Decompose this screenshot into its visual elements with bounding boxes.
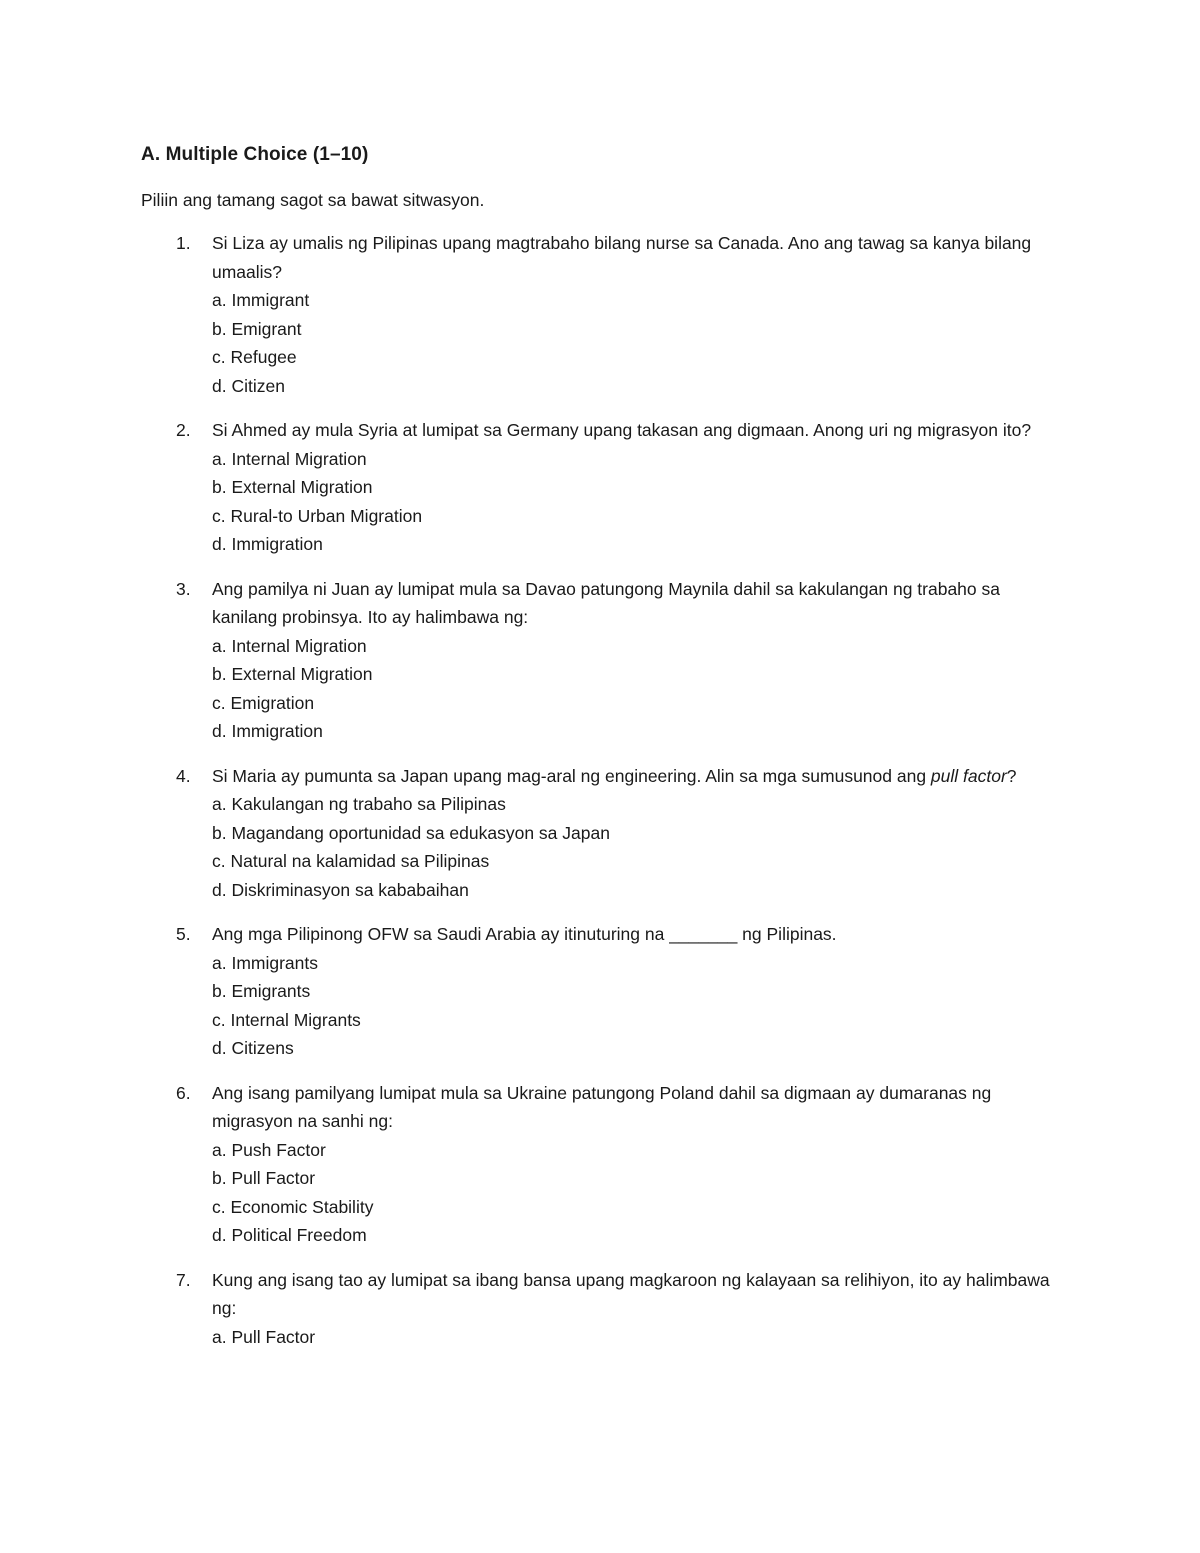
answer-choice: b. External Migration: [212, 477, 373, 497]
answer-choice: d. Citizen: [212, 375, 285, 396]
answer-choice: d. Diskriminasyon sa kababaihan: [212, 879, 469, 900]
question-number: 7.: [176, 1269, 191, 1290]
instructions: Piliin ang tamang sagot sa bawat sitwasyon.: [141, 190, 485, 210]
answer-choice: a. Immigrants: [212, 952, 318, 973]
choice-list: [212, 1136, 1061, 1250]
question-text: [212, 1079, 1061, 1136]
choice-list: [212, 949, 1061, 1063]
question-text-main: Ang pamilya ni Juan ay lumipat mula sa Davao patungong Maynila dahil sa kakulangan ng trabaho sa kanilang probinsya. Ito ay halimbawa ng:: [212, 578, 1000, 627]
question-text: [212, 1266, 1061, 1323]
answer-choice: a. Internal Migration: [212, 635, 367, 656]
question-number: 3.: [176, 578, 191, 599]
answer-choice: c. Internal Migrants: [212, 1009, 361, 1030]
question-list: [141, 229, 1061, 1351]
question-text-main: Si Liza ay umalis ng Pilipinas upang magtrabaho bilang nurse sa Canada. Ano ang tawag sa kanya bilang umaalis?: [212, 233, 1032, 282]
answer-choice: b. External Migration: [212, 664, 373, 684]
question-text: [212, 920, 1061, 949]
question-item: [141, 575, 1061, 746]
question-number: 1.: [176, 233, 191, 253]
question-text-main: Ang mga Pilipinong OFW sa Saudi Arabia ay itinuturing na _______ ng Pilipinas.: [212, 924, 837, 944]
answer-choice: a. Internal Migration: [212, 448, 367, 469]
question-text-emphasis: pull factor: [930, 765, 1007, 786]
question-text: [212, 416, 1061, 445]
answer-choice: c. Refugee: [212, 347, 297, 367]
answer-choice: d. Citizens: [212, 1038, 294, 1058]
question-item: [141, 1266, 1061, 1352]
question-number: 2.: [176, 420, 191, 440]
choice-list: [212, 790, 1061, 904]
question-number: 5.: [176, 924, 191, 944]
question-text: [212, 575, 1061, 632]
question-item: [141, 416, 1061, 559]
answer-choice: a. Pull Factor: [212, 1326, 316, 1347]
question-text: [212, 229, 1061, 286]
question-text-main: Si Maria ay pumunta sa Japan upang mag-aral ng engineering. Alin sa mga sumusunod ang: [212, 765, 931, 786]
question-item: [141, 1079, 1061, 1250]
answer-choice: a. Push Factor: [212, 1139, 326, 1160]
choice-list: [212, 286, 1061, 400]
question-text: [212, 762, 1061, 791]
answer-choice: b. Magandang oportunidad sa edukasyon sa Japan: [212, 822, 610, 843]
question-number: 4.: [176, 765, 191, 786]
answer-choice: b. Emigrants: [212, 981, 311, 1001]
question-item: [141, 920, 1061, 1063]
answer-choice: c. Natural na kalamidad sa Pilipinas: [212, 851, 490, 871]
question-text-main: Kung ang isang tao ay lumipat sa ibang bansa upang magkaroon ng kalayaan sa relihiyon, ito ay halimbawa ng:: [212, 1269, 1050, 1318]
choice-list: [212, 445, 1061, 559]
choice-list: [212, 1323, 1061, 1352]
choice-list: [212, 632, 1061, 746]
section-title: A. Multiple Choice (1–10): [141, 144, 369, 165]
answer-choice: d. Immigration: [212, 534, 323, 554]
question-text-end: ?: [1006, 765, 1017, 786]
question-item: [141, 229, 1061, 400]
answer-choice: b. Emigrant: [212, 318, 302, 339]
question-text-main: Si Ahmed ay mula Syria at lumipat sa Germany upang takasan ang digmaan. Anong uri ng migrasyon ito?: [212, 420, 1032, 440]
answer-choice: a. Immigrant: [212, 290, 310, 310]
question-number: 6.: [176, 1082, 191, 1103]
question-text-main: Ang isang pamilyang lumipat mula sa Ukraine patungong Poland dahil sa digmaan ay dumaranas ng migrasyon na sanhi ng:: [212, 1082, 992, 1131]
answer-choice: b. Pull Factor: [212, 1168, 316, 1188]
answer-choice: c. Emigration: [212, 692, 315, 713]
answer-choice: a. Kakulangan ng trabaho sa Pilipinas: [212, 794, 506, 814]
question-item: [141, 762, 1061, 905]
answer-choice: c. Economic Stability: [212, 1196, 374, 1217]
answer-choice: d. Political Freedom: [212, 1225, 367, 1245]
answer-choice: d. Immigration: [212, 721, 323, 741]
document-content: [141, 140, 1061, 1367]
answer-choice: c. Rural-to Urban Migration: [212, 505, 423, 526]
